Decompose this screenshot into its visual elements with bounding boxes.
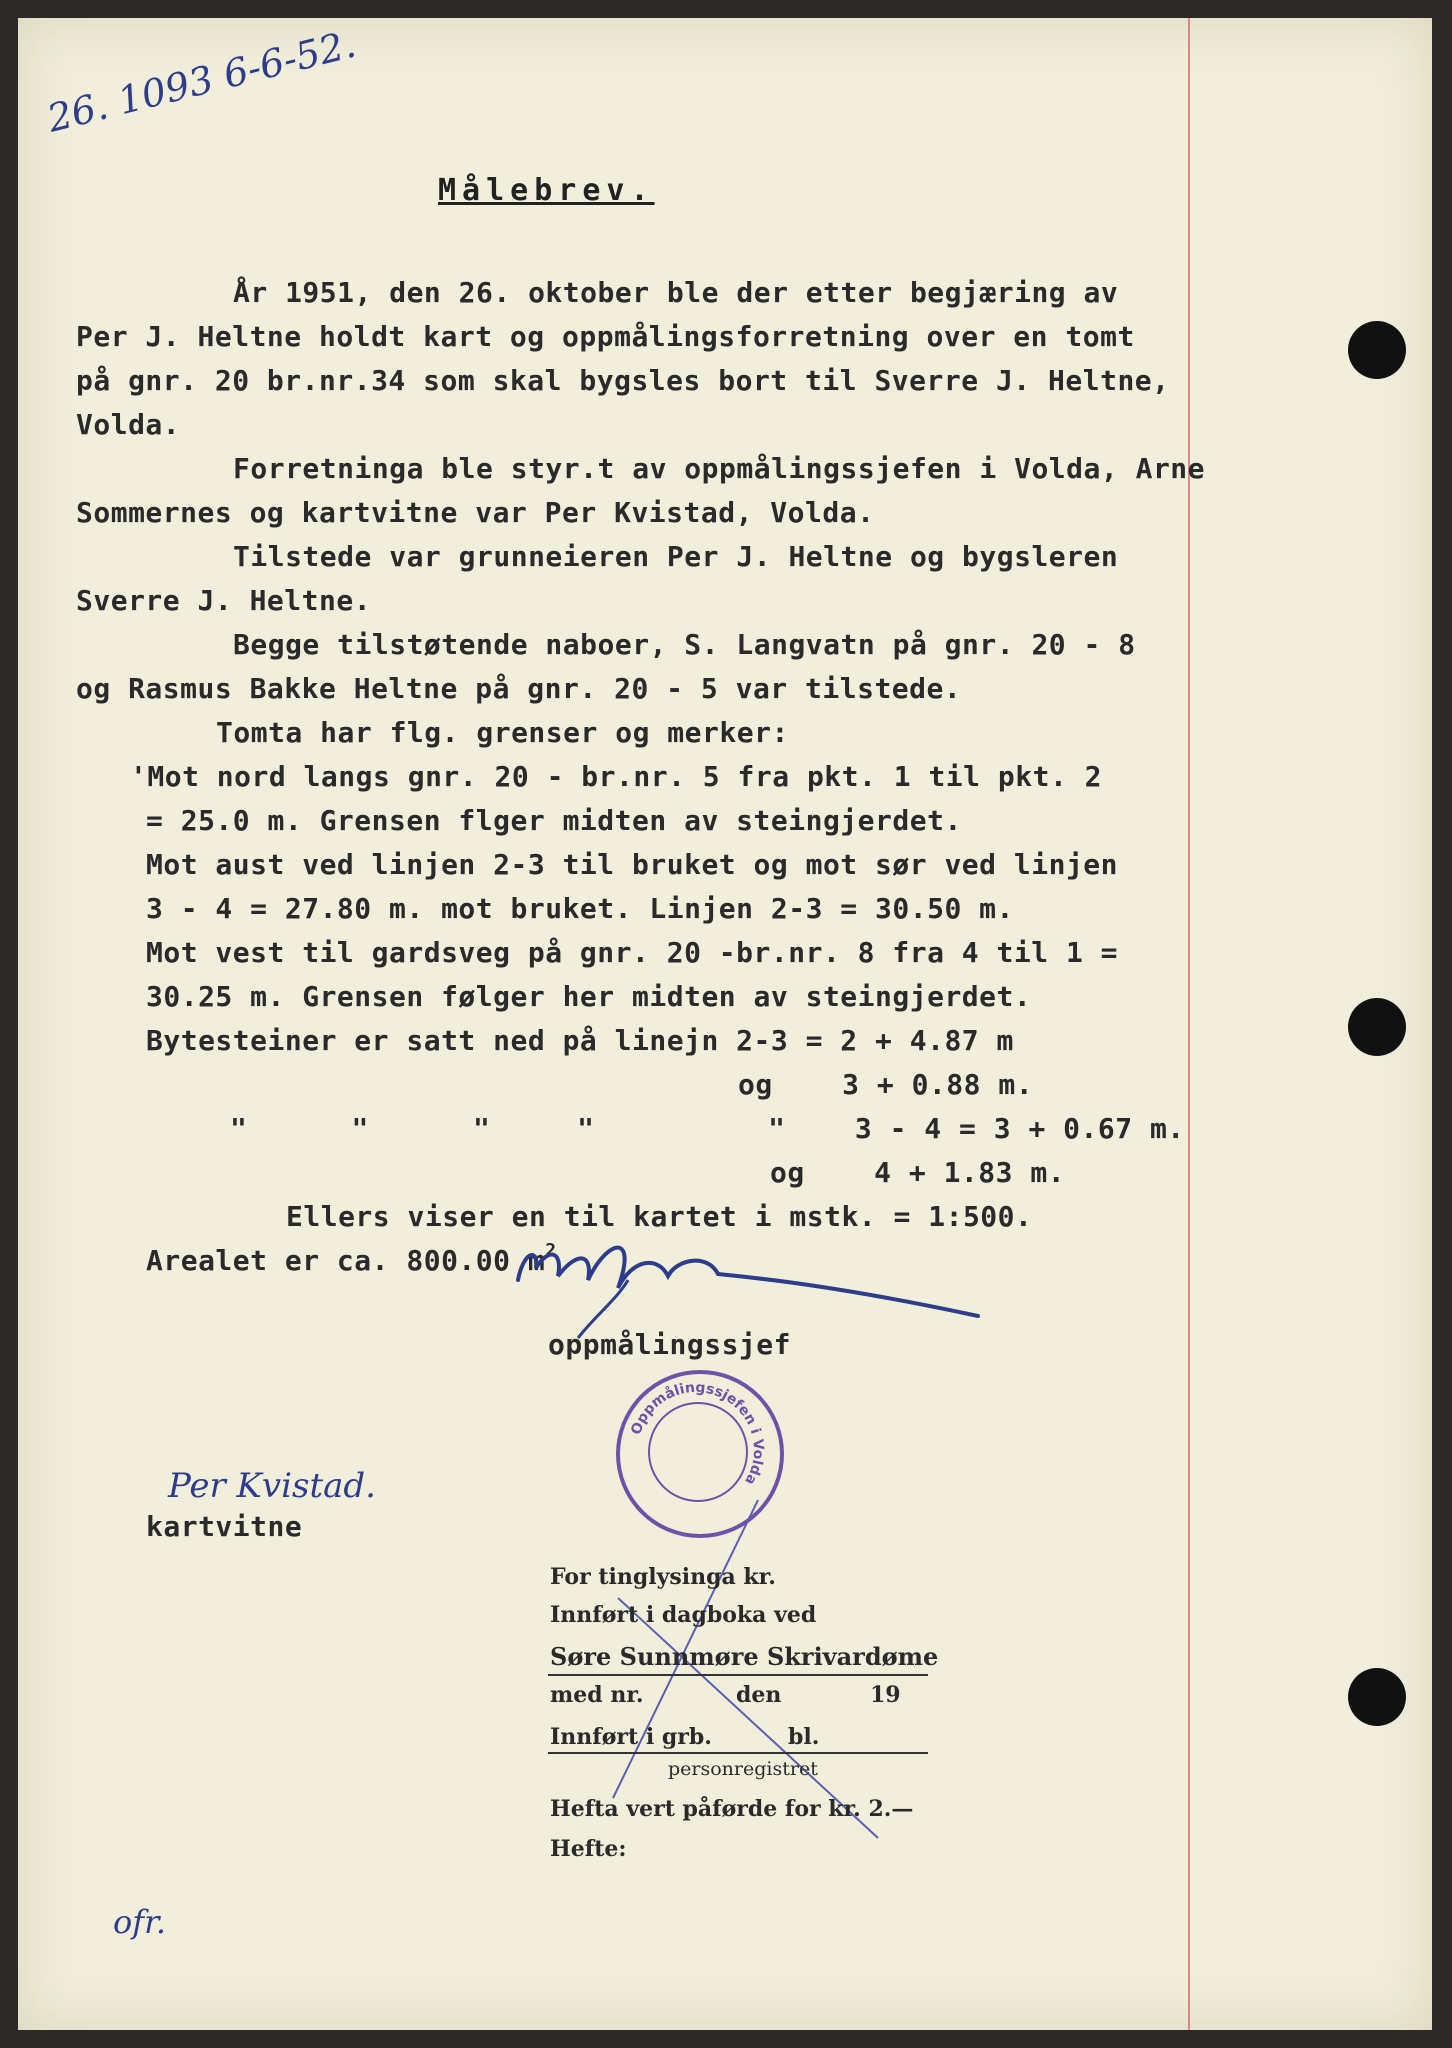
body-line-22: Ellers viser en til kartet i mstk. = 1:500. [286,1200,1033,1233]
document-page [18,18,1432,2030]
body-line-3: på gnr. 20 br.nr.34 som skal bygsles bort til Sverre J. Heltne, [76,364,1170,397]
registry-line-6: personregistret [668,1758,818,1780]
handwritten-initials: ofr. [113,1903,167,1941]
body-line-11: Tomta har flg. grenser og merker: [216,716,789,749]
body-line-16: Mot vest til gardsveg på gnr. 20 -br.nr. 8 fra 4 til 1 = [146,936,1119,969]
area-text: Arealet er ca. 800.00 m [146,1244,546,1277]
signature-role: oppmålingssjef [548,1328,792,1361]
body-line-18: Bytesteiner er satt ned på linejn 2-3 = 2 + 4.87 m [146,1024,1014,1057]
registry-number-label: med nr. [550,1682,644,1708]
body-line-12: 'Mot nord langs gnr. 20 - br.nr. 5 fra pkt. 1 til pkt. 2 [130,760,1103,793]
area-superscript: 2 [545,1240,557,1261]
handwritten-reference: 26. 1093 6-6-52. [43,21,361,141]
body-line-20: " " " " " 3 - 4 = 3 + 0.67 m. [230,1112,1185,1145]
official-stamp [616,1370,784,1538]
body-line-5: Forretninga ble styr.t av oppmålingssjefen i Volda, Arne [233,452,1206,485]
registry-line-3: Søre Sunnmøre Skrivardøme [550,1642,939,1671]
registry-date-label: den [736,1682,782,1708]
registry-bl-label: bl. [788,1724,820,1750]
body-line-7: Tilstede var grunneieren Per J. Heltne og bygsleren [233,540,1119,573]
registry-rule-1 [548,1674,928,1676]
registry-rule-2 [548,1752,928,1754]
body-line-10: og Rasmus Bakke Heltne på gnr. 20 - 5 var tilstede. [76,672,962,705]
ink-overlay [18,18,1432,2030]
body-line-21: og 4 + 1.83 m. [770,1156,1066,1189]
body-line-8: Sverre J. Heltne. [76,584,372,617]
body-line-4: Volda. [76,408,181,441]
body-line-15: 3 - 4 = 27.80 m. mot bruket. Linjen 2-3 = 30.50 m. [146,892,1014,925]
registry-line-8: Hefte: [550,1836,627,1862]
body-line-6: Sommernes og kartvitne var Per Kvistad, Volda. [76,496,875,529]
registry-line-7: Hefta vert påførde for kr. 2.— [550,1796,914,1822]
body-line-14: Mot aust ved linjen 2-3 til bruket og mot sør ved linjen [146,848,1119,881]
body-line-13: = 25.0 m. Grensen flger midten av steingjerdet. [146,804,962,837]
surveyor-signature [518,1248,978,1316]
body-line-19: og 3 + 0.88 m. [738,1068,1034,1101]
stamp-text: Oppmålingssjefen i Volda [628,1379,767,1488]
body-line-17: 30.25 m. Grensen følger her midten av steingjerdet. [146,980,1032,1013]
registry-year-label: 19 [870,1682,901,1708]
body-line-1: År 1951, den 26. oktober ble der etter begjæring av [233,276,1119,309]
witness-signature: Per Kvistad. [168,1466,376,1506]
witness-role: kartvitne [146,1510,303,1543]
registry-line-2: Innført i dagboka ved [550,1602,817,1628]
document-title: Målebrev. [438,173,655,208]
registry-line-1: For tinglysinga kr. [550,1564,776,1590]
registry-grb-label: Innført i grb. [550,1724,712,1750]
body-line-2: Per J. Heltne holdt kart og oppmålingsforretning over en tomt [76,320,1135,353]
body-line-9: Begge tilstøtende naboer, S. Langvatn på gnr. 20 - 8 [233,628,1136,661]
